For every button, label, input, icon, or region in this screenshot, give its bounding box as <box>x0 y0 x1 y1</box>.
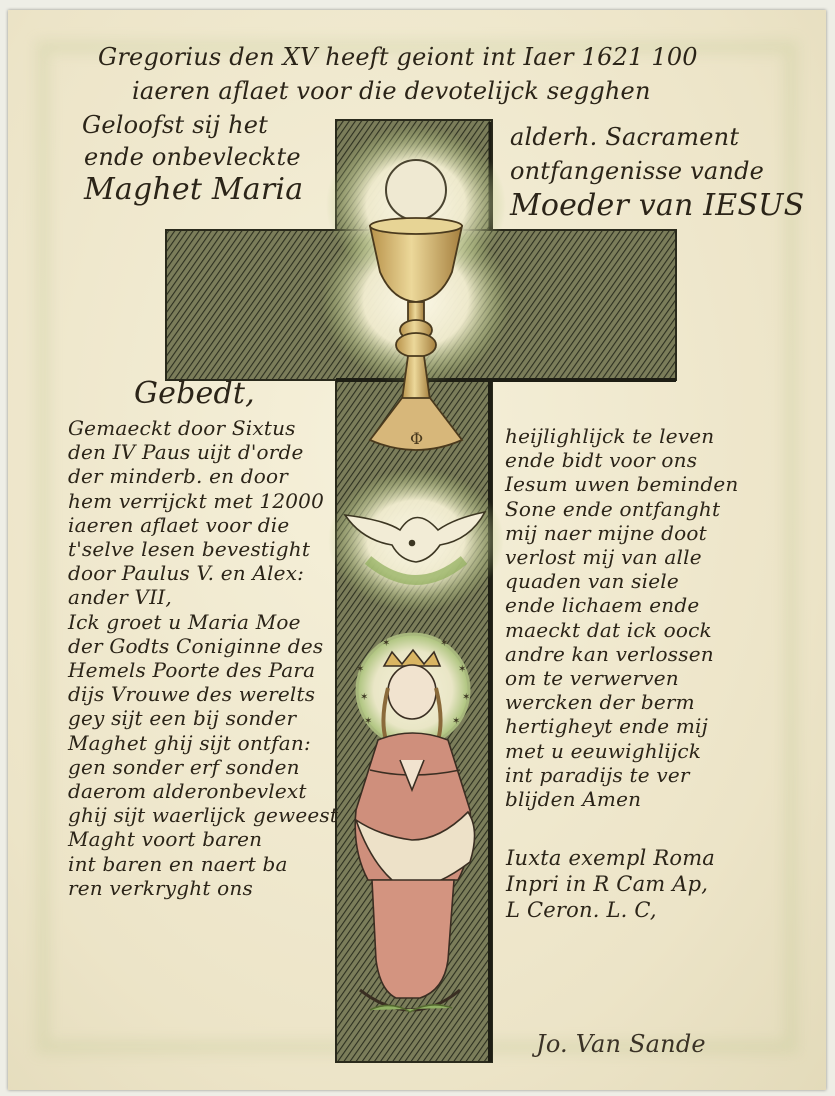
header-line-4-right: ontfangenisse vande <box>510 157 765 185</box>
header-line-1: Gregorius den XV heeft geiont int Iaer 1621 100 <box>98 43 698 71</box>
prayer-title: Gebedt, <box>134 376 255 411</box>
prayer-left-line: der Godts Coniginne des <box>68 633 324 658</box>
prayer-left-line: int baren en naert ba <box>68 851 288 876</box>
imprint-line-1: Iuxta exempl Roma <box>506 846 716 870</box>
header-line-3-right: alderh. Sacrament <box>510 123 740 151</box>
svg-text:✶: ✶ <box>462 692 471 703</box>
header-line-3-left: Geloofst sij het <box>82 111 268 139</box>
header-line-4-left: ende onbevleckte <box>84 143 301 171</box>
prayer-left-line: ander VII, <box>68 585 172 610</box>
prayer-left-line: hem verrijckt met 12000 <box>68 488 325 513</box>
prayer-left-line: Maghet ghij sijt ontfan: <box>68 730 311 755</box>
prayer-left-line: gey sijt een bij sonder <box>68 706 297 731</box>
prayer-left-line: ghij sijt waerlijck geweest <box>68 803 339 828</box>
prayer-left-line: der minderb. en door <box>68 464 289 489</box>
header-line-5-right: Moeder van IESUS <box>510 188 805 223</box>
prayer-left-line: den IV Paus uijt d'orde <box>68 440 304 465</box>
prayer-right-line: Sone ende ontfanght <box>505 496 721 521</box>
prayer-left-line: dijs Vrouwe des werelts <box>68 682 316 707</box>
svg-text:✶: ✶ <box>452 716 461 727</box>
prayer-right-line: mij naer mijne doot <box>505 520 707 545</box>
svg-text:✶: ✶ <box>382 638 391 649</box>
prayer-left-line: t'selve lesen bevestight <box>68 537 311 562</box>
prayer-right-line: Iesum uwen beminden <box>505 472 739 497</box>
prayer-right-line: andre kan verlossen <box>505 641 714 666</box>
imprint-line-3: L Ceron. L. C, <box>506 898 657 922</box>
prayer-right-line: met u eeuwighlijck <box>505 738 702 763</box>
prayer-left-line: door Paulus V. en Alex: <box>68 561 305 586</box>
imprint-line-2: Inpri in R Cam Ap, <box>506 872 709 896</box>
prayer-left-line: Maght voort baren <box>68 827 263 852</box>
svg-text:✶: ✶ <box>364 716 373 727</box>
prayer-left-column <box>68 416 338 900</box>
prayer-right-line: ende bidt voor ons <box>505 448 698 473</box>
svg-text:✶: ✶ <box>458 664 467 675</box>
prayer-right-line: om te verwerven <box>505 666 679 691</box>
header-line-5-left: Maghet Maria <box>84 172 304 207</box>
svg-text:✶: ✶ <box>440 638 449 649</box>
prayer-left-line: Gemaeckt door Sixtus <box>68 416 296 440</box>
prayer-right-line: quaden van siele <box>505 569 679 594</box>
prayer-right-line: maeckt dat ick oock <box>505 617 712 642</box>
header-line-2: iaeren aflaet voor die devotelijck segghen <box>132 77 651 105</box>
svg-text:✶: ✶ <box>356 664 365 675</box>
prayer-right-column <box>505 424 738 811</box>
prayer-left-line: daerom alderonbevlext <box>68 779 307 804</box>
prayer-right-line: ende lichaem ende <box>505 593 700 618</box>
prayer-right-line: heijlighlijck te leven <box>505 424 715 448</box>
engraver-signature: Jo. Van Sande <box>536 1030 706 1058</box>
svg-text:Φ: Φ <box>410 429 424 448</box>
prayer-right-line: hertigheyt ende mij <box>505 714 708 739</box>
prayer-right-line: wercken der berm <box>505 690 695 715</box>
prayer-right-line: int paradijs te ver <box>505 762 690 787</box>
prayer-right-line: blijden Amen <box>505 787 642 812</box>
prayer-right-line: verlost mij van alle <box>505 545 702 570</box>
prayer-left-line: ren verkryght ons <box>68 875 253 900</box>
prayer-left-line: iaeren aflaet voor die <box>68 512 290 537</box>
prayer-left-line: Ick groet u Maria Moe <box>68 609 301 634</box>
prayer-left-line: gen sonder erf sonden <box>68 754 300 779</box>
prayer-left-line: Hemels Poorte des Para <box>68 658 316 683</box>
host-wafer <box>386 160 446 220</box>
svg-text:✶: ✶ <box>360 692 369 703</box>
